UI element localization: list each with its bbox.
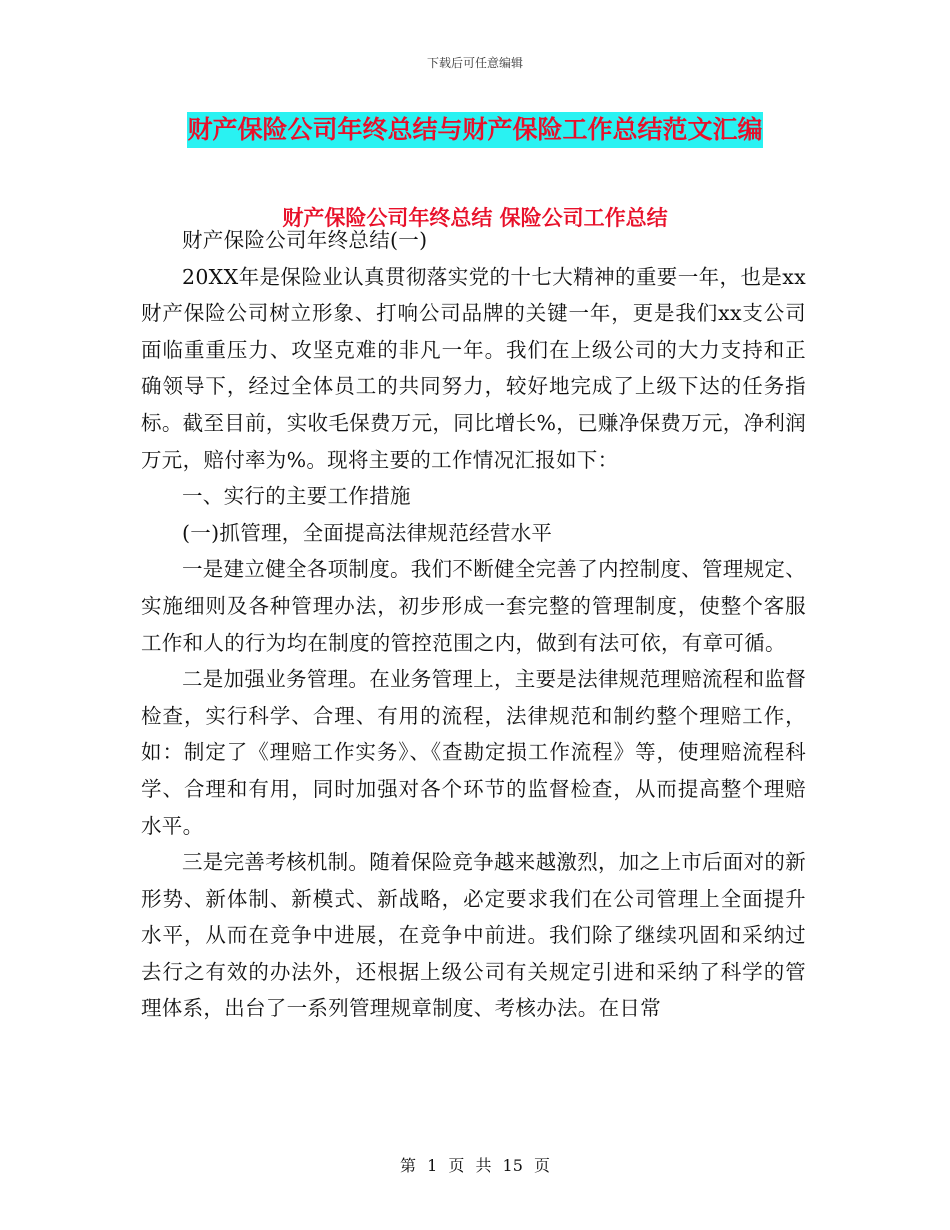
paragraph-heading-management: (一)抓管理，全面提高法律规范经营水平: [182, 520, 553, 545]
document-body: [141, 222, 806, 1027]
document-main-title: 财产保险公司年终总结与财产保险工作总结范文汇编: [187, 112, 762, 148]
paragraph-heading-measures: 一、实行的主要工作措施: [182, 484, 411, 509]
page-number-footer: 第 1 页 共 15 页: [400, 1156, 550, 1175]
paragraph-intro: 20XX年是保险业认真贯彻落实党的十七大精神的重要一年，也是xx财产保险公司树立形象、打响公司品牌的关键一年，更是我们xx支公司面临重重压力、攻坚克难的非凡一年。我们在上级公司的大力支持和正确领导下，经过全体员工的共同努力，较好地完成了上级下达的任务指标。截至目前，实收毛保费万元，同比增长%，已赚净保费万元，净利润万元，赔付率为%。现将主要的工作情况汇报如下：: [141, 264, 806, 472]
paragraph-item-one: 一是建立健全各项制度。我们不断健全完善了内控制度、管理规定、实施细则及各种管理办法，初步形成一套完整的管理制度，使整个客服工作和人的行为均在制度的管控范围之内，做到有法可依，有章可循。: [141, 557, 806, 655]
page-header-note: 下载后可任意编辑: [426, 56, 523, 70]
paragraph-section-heading: 财产保险公司年终总结(一): [182, 228, 428, 252]
document-sub-title: 财产保险公司年终总结 保险公司工作总结: [282, 206, 668, 230]
main-title-container: [0, 112, 950, 148]
paragraph-item-two: 二是加强业务管理。在业务管理上，主要是法律规范理赔流程和监督检查，实行科学、合理、有用的流程，法律规范和制约整个理赔工作，如：制定了《理赔工作实务》、《查勘定损工作流程》等，使理赔流程科学、合理和有用，同时加强对各个环节的监督检查，从而提高整个理赔水平。: [141, 667, 806, 838]
paragraph-item-three: 三是完善考核机制。随着保险竞争越来越激烈，加之上市后面对的新形势、新体制、新模式、新战略，必定要求我们在公司管理上全面提升水平，从而在竞争中进展，在竞争中前进。我们除了继续巩固和采纳过去行之有效的办法外，还根据上级公司有关规定引进和采纳了科学的管理体系，出台了一系列管理规章制度、考核办法。在日常: [141, 850, 806, 1021]
